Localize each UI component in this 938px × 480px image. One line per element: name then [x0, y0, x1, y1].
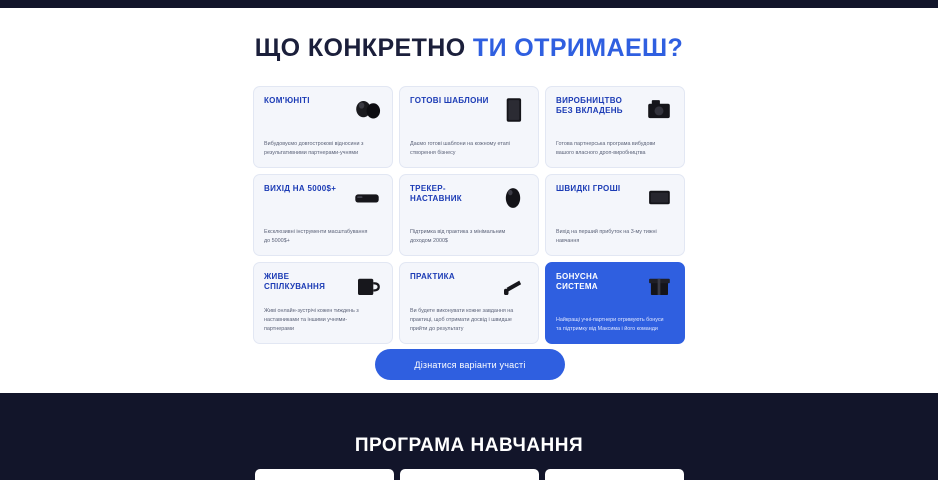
console-icon — [349, 183, 385, 213]
benefit-card-desc: Ви будете виконувати кожне завдання на практиці, щоб отримати досвід і швидше прийти до результату — [410, 308, 514, 333]
program-section — [0, 393, 938, 480]
benefit-card-production[interactable] — [545, 86, 685, 168]
benefit-card-templates[interactable] — [399, 86, 539, 168]
benefit-card-title: ВИХІД НА 5000$+ — [264, 184, 337, 193]
benefit-card-title: ШВИДКІ ГРОШІ — [556, 184, 621, 193]
benefit-card-desc: Живі онлайн-зустрічі кожен тиждень з наставниками та іншими учнями-партнерами — [264, 308, 359, 333]
program-card[interactable] — [545, 469, 684, 480]
benefit-card-desc: Найкращі учні-партнери отримують бонуси та підтримку від Максима і його команди — [556, 317, 664, 333]
benefit-card-title: ГОТОВІ ШАБЛОНИ — [410, 96, 489, 105]
program-cards — [255, 469, 685, 480]
tablet-icon — [495, 95, 531, 125]
program-card[interactable] — [400, 469, 539, 480]
cta-button[interactable]: Дізнатися варіанти участі — [375, 349, 565, 380]
benefits-grid — [253, 86, 685, 344]
camera-icon — [641, 95, 677, 125]
page-title-part1: ЩО КОНКРЕТНО — [254, 34, 473, 62]
page-title-accent: ТИ ОТРИМАЕШ? — [472, 34, 684, 62]
gift-box-icon — [641, 271, 677, 301]
benefit-card-title: ПРАКТИКА — [410, 272, 455, 281]
benefit-card-live-chat[interactable] — [253, 262, 393, 344]
benefit-card-desc: Вихід на перший прибуток на 3-му тижні навчання — [556, 229, 657, 245]
benefit-card-title: ВИРОБНИЦТВО БЕЗ ВКЛАДЕНЬ — [556, 96, 623, 115]
program-title: ПРОГРАМА НАВЧАННЯ — [354, 435, 584, 456]
program-card[interactable] — [255, 469, 394, 480]
benefit-card-title: ТРЕКЕР-НАСТАВНИК — [410, 184, 462, 203]
earbuds-icon — [349, 95, 385, 125]
benefit-card-desc: Ексклюзивні інструменти масштабування до 5000$+ — [264, 229, 368, 245]
benefit-card-practice[interactable] — [399, 262, 539, 344]
benefit-card-desc: Даємо готові шаблони на кожному етапі створення бізнесу — [410, 141, 510, 157]
benefit-card-title: ЖИВЕ СПІЛКУВАННЯ — [264, 272, 326, 291]
benefit-card-bonus[interactable] — [545, 262, 685, 344]
benefit-card-income[interactable] — [253, 174, 393, 256]
benefit-card-community[interactable] — [253, 86, 393, 168]
benefit-card-desc: Вибудовуємо довгострокові відносини з результативними партнерами-учнями — [264, 141, 364, 157]
benefit-card-desc: Готова партнерська програма вибудови вашого власного дроп-виробництва — [556, 141, 656, 157]
benefit-card-fast-money[interactable] — [545, 174, 685, 256]
benefit-card-tracker[interactable] — [399, 174, 539, 256]
speaker-icon — [641, 183, 677, 213]
benefit-card-title: КОМ'ЮНІТІ — [264, 96, 310, 105]
top-dark-bar — [0, 0, 938, 8]
mouse-icon — [495, 183, 531, 213]
lamp-icon — [495, 271, 531, 301]
mug-icon — [349, 271, 385, 301]
page-title — [0, 34, 938, 63]
benefit-card-desc: Підтримка від практика з мінімальним доходом 2000$ — [410, 229, 506, 245]
benefit-card-title: БОНУСНА СИСТЕМА — [556, 272, 599, 291]
benefits-section — [0, 8, 938, 393]
